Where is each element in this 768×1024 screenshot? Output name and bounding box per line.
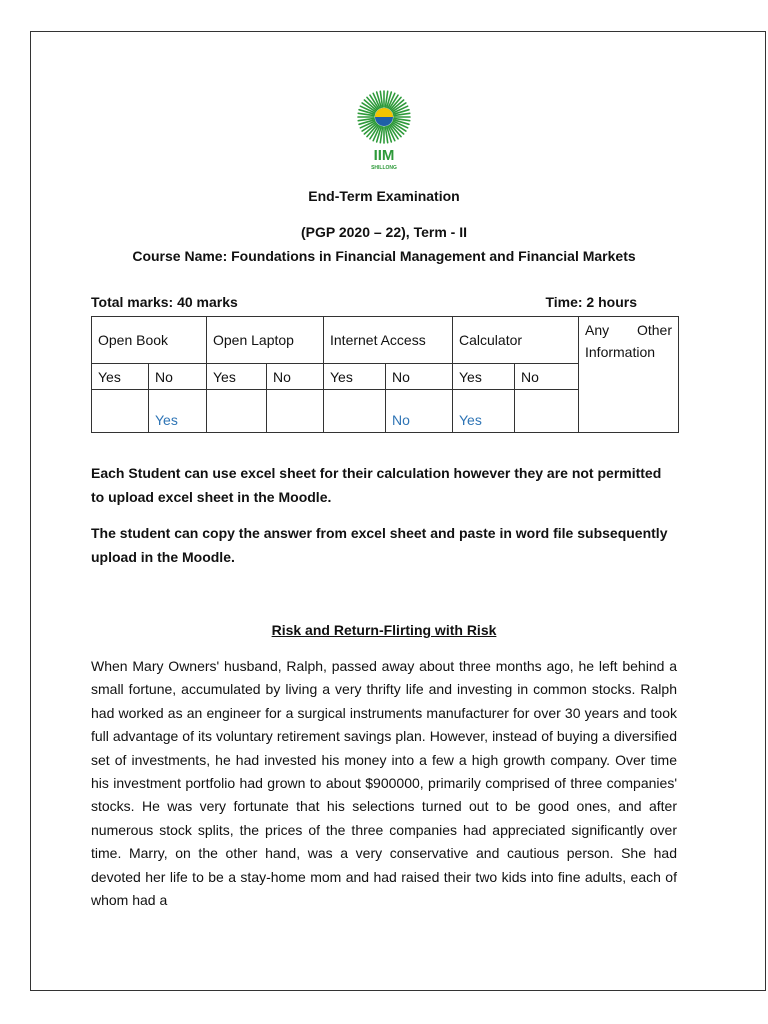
answer-internet-yes: [324, 390, 386, 433]
answer-open-book-no: Yes: [149, 390, 207, 433]
answer-open-laptop-yes: [207, 390, 267, 433]
exam-time: Time: 2 hours: [545, 294, 637, 310]
header-any-other-information: [579, 317, 679, 433]
iim-shillong-logo: [354, 90, 414, 172]
answer-open-laptop-no: [267, 390, 324, 433]
answer-open-book-yes: [92, 390, 149, 433]
logo-text: IIM: [373, 147, 395, 164]
marks-row: [91, 294, 637, 310]
calculator-yes: Yes: [453, 364, 515, 390]
header-open-book: Open Book: [92, 317, 207, 364]
program-line: (PGP 2020 – 22), Term - II: [300, 224, 467, 240]
course-name: Course Name: Foundations in Financial Management and Financial Markets: [132, 248, 636, 264]
total-marks: Total marks: 40 marks: [91, 294, 238, 310]
open-laptop-yes: Yes: [207, 364, 267, 390]
calculator-no: No: [515, 364, 579, 390]
instruction-copy-answer: The student can copy the answer from excel sheet and paste in word file subsequently upload in the Moodle.: [91, 525, 668, 565]
any-label: Any: [585, 322, 610, 338]
header-internet-access: Internet Access: [324, 317, 453, 364]
internet-access-no: No: [386, 364, 453, 390]
internet-access-yes: Yes: [324, 364, 386, 390]
open-book-yes: Yes: [92, 364, 149, 390]
case-body: When Mary Owners' husband, Ralph, passed away about three months ago, he left behind a small fortune, accumulated by living a very thrifty life and investing in common stocks. Ralph had worked as an engineer for a surgical instruments manufacturer for over 30 years and took full advantage of its voluntary retirement savings plan. However, instead of buying a diversified set of investments, he had invested his money into a few a high growth company. Over time his investment portfolio had grown to about $900000, primarily comprised of three companies' stocks. He was very fortunate that his selections turned out to be good ones, and after numerous stock splits, the prices of the three companies had appreciated significantly over time. Marry, on the other hand, was a very conservative and cautious person. She had devoted her life to be a stay-home mom and had raised their two kids into fine adults, each of whom had a: [91, 658, 677, 909]
other-label: Other: [636, 322, 672, 338]
case-title: Risk and Return-Flirting with Risk: [271, 622, 497, 638]
answer-calculator-yes: Yes: [453, 390, 515, 433]
answer-internet-no: No: [386, 390, 453, 433]
open-laptop-no: No: [267, 364, 324, 390]
open-book-no: No: [149, 364, 207, 390]
logo-subtext: SHILLONG: [371, 165, 397, 171]
header-open-laptop: Open Laptop: [207, 317, 324, 364]
header-calculator: Calculator: [453, 317, 579, 364]
answer-calculator-no: [515, 390, 579, 433]
information-label: Information: [585, 344, 656, 360]
exam-title: End-Term Examination: [308, 188, 460, 204]
instruction-excel-usage: Each Student can use excel sheet for their calculation however they are not permitted to upload excel sheet in the Moodle.: [91, 465, 662, 505]
exam-rules-table: [91, 316, 679, 433]
